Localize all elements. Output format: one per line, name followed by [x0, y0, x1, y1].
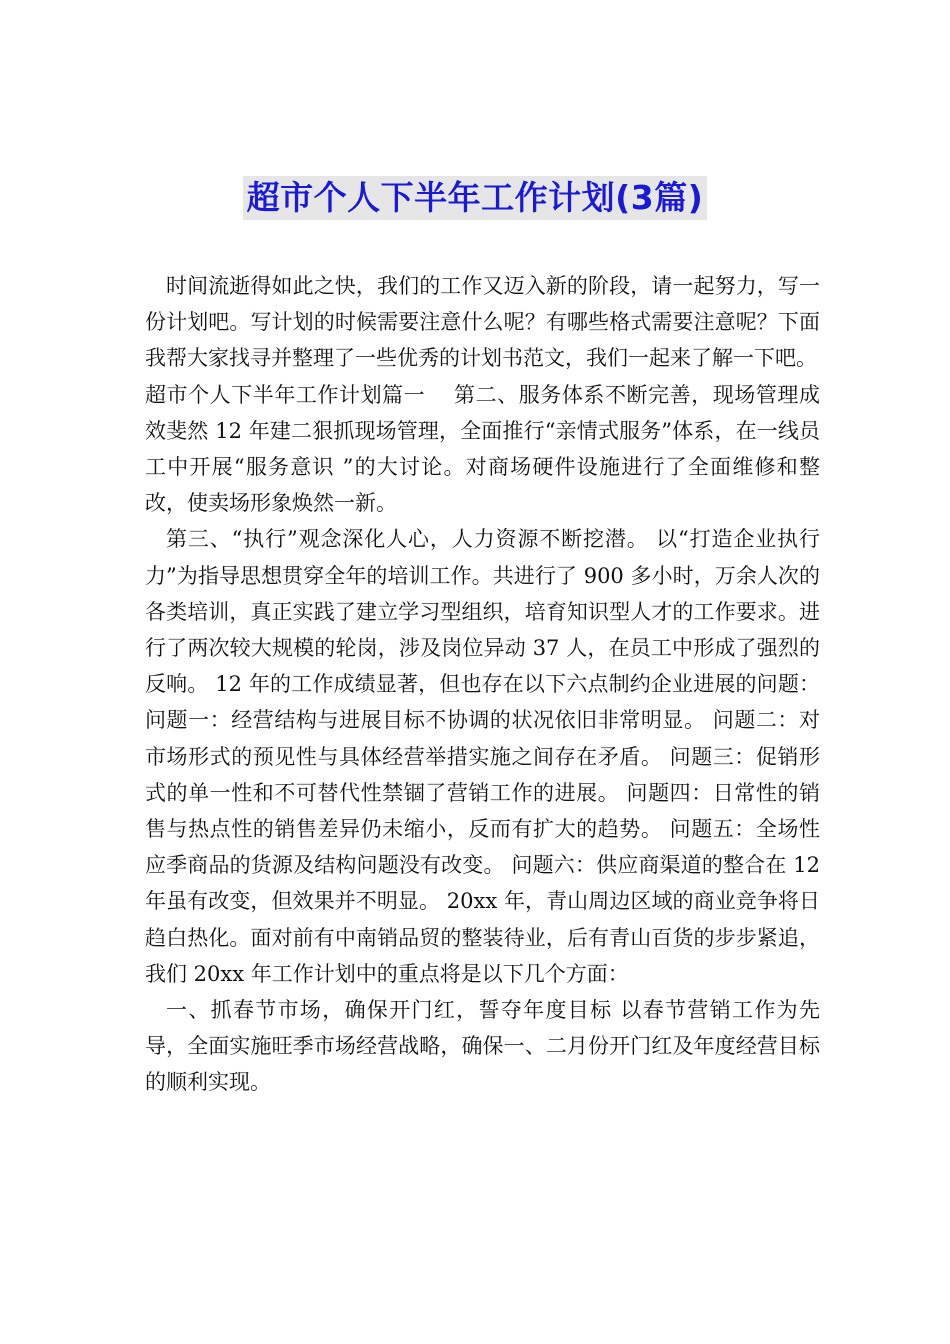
paragraph-section-three: 第三、“执行”观念深化人心，人力资源不断挖潜。 以“打造企业执行力”为指导思想贯穿全年的培训工作。共进行了 900 多小时，万余人次的各类培训，真正实践了建立学习型组织，培育知识型人才的工作要求。进行了两次较大规模的轮岗，涉及岗位异动 37 人，在员工中形成了强烈的反响。 12 年的工作成绩显著，但也存在以下六点制约企业进展的问题： 问题一：经营结构与进展目标不协调的状况依旧非常明显。 问题二：对市场形式的预见性与具体经营举措实施之间存在矛盾。 问题三：促销形式的单一性和不可替代性禁锢了营销工作的进展。 问题四：日常性的销售与热点性的销售差异仍未缩小，反而有扩大的趋势。 问题五：全场性应季商品的货源及结构问题没有改变。 问题六：供应商渠道的整合在 12 年虽有改变，但效果并不明显。 20xx 年，青山周边区域的商业竞争将日趋白热化。面对前有中南销品贸的整装待业，后有青山百货的步步紧追，我们 20xx 年工作计划中的重点将是以下几个方面： [145, 527, 820, 986]
paragraph-section-one: 超市个人下半年工作计划篇一 第二、服务体系不断完善，现场管理成效斐然 12 年建二狠抓现场管理，全面推行“亲情式服务”体系，在一线员工中开展“服务意识 ”的大讨论。对商场硬件设施进行了全面维修和整改，使卖场形象焕然一新。 [145, 382, 820, 516]
paragraph-intro: 时间流逝得如此之快，我们的工作又迈入新的阶段，请一起努力，写一份计划吧。写计划的时候需要注意什么呢？有哪些格式需要注意呢？下面我帮大家找寻并整理了一些优秀的计划书范文，我们一起来了解一下吧。 [145, 274, 820, 371]
title-container [0, 176, 950, 220]
paragraph-spring-market: 一、抓春节市场，确保开门红，誓夺年度目标 以春节营销工作为先导，全面实施旺季市场经营战略，确保一、二月份开门红及年度经营目标的顺利实现。 [145, 998, 820, 1095]
document-title: 超市个人下半年工作计划(3篇) [243, 176, 708, 220]
document-body [145, 268, 820, 1101]
